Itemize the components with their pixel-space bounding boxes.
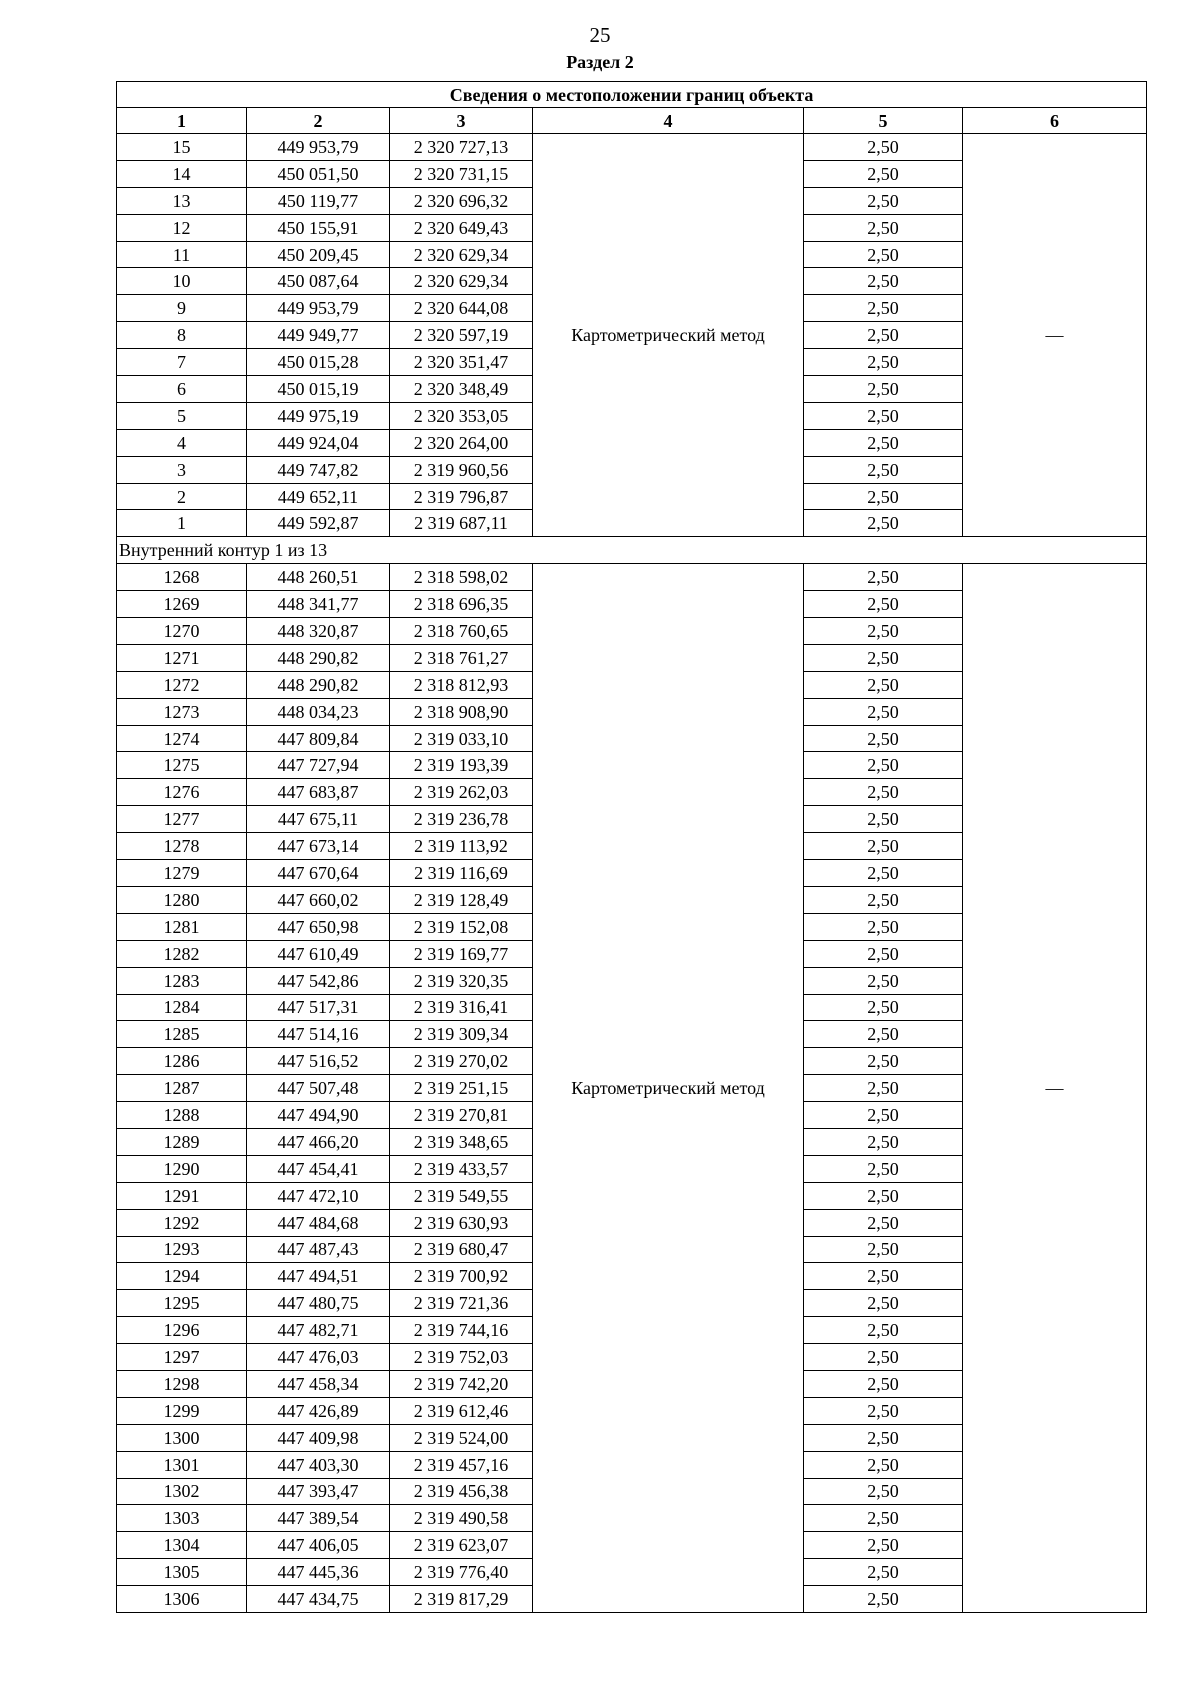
point-number-cell: 1280 [117,886,247,913]
y-coordinate-cell: 2 319 721,36 [390,1290,533,1317]
y-coordinate-cell: 2 319 612,46 [390,1397,533,1424]
accuracy-cell: 2,50 [804,1505,963,1532]
y-coordinate-cell: 2 318 696,35 [390,591,533,618]
x-coordinate-cell: 447 670,64 [247,860,390,887]
point-number-cell: 1298 [117,1370,247,1397]
column-header-row [117,108,1147,134]
y-coordinate-cell: 2 319 251,15 [390,1075,533,1102]
accuracy-cell: 2,50 [804,1532,963,1559]
point-number-cell: 3 [117,456,247,483]
point-number-cell: 1273 [117,698,247,725]
dash-cell: — [963,134,1147,537]
x-coordinate-cell: 449 949,77 [247,322,390,349]
point-number-cell: 1305 [117,1559,247,1586]
x-coordinate-cell: 447 393,47 [247,1478,390,1505]
accuracy-cell: 2,50 [804,1021,963,1048]
point-number-cell: 1268 [117,564,247,591]
x-coordinate-cell: 447 494,90 [247,1102,390,1129]
y-coordinate-cell: 2 320 264,00 [390,429,533,456]
accuracy-cell: 2,50 [804,429,963,456]
x-coordinate-cell: 448 034,23 [247,698,390,725]
y-coordinate-cell: 2 320 731,15 [390,160,533,187]
point-number-cell: 1284 [117,994,247,1021]
x-coordinate-cell: 447 675,11 [247,806,390,833]
y-coordinate-cell: 2 319 817,29 [390,1586,533,1613]
accuracy-cell: 2,50 [804,187,963,214]
y-coordinate-cell: 2 319 680,47 [390,1236,533,1263]
accuracy-cell: 2,50 [804,241,963,268]
x-coordinate-cell: 449 953,79 [247,295,390,322]
point-number-cell: 1297 [117,1344,247,1371]
x-coordinate-cell: 450 087,64 [247,268,390,295]
y-coordinate-cell: 2 320 649,43 [390,214,533,241]
x-coordinate-cell: 447 466,20 [247,1128,390,1155]
accuracy-cell: 2,50 [804,456,963,483]
x-coordinate-cell: 448 290,82 [247,671,390,698]
method-cell: Картометрический метод [533,564,804,1613]
x-coordinate-cell: 447 517,31 [247,994,390,1021]
point-number-cell: 1288 [117,1102,247,1129]
point-number-cell: 1304 [117,1532,247,1559]
y-coordinate-cell: 2 319 270,02 [390,1048,533,1075]
x-coordinate-cell: 447 516,52 [247,1048,390,1075]
x-coordinate-cell: 450 015,19 [247,376,390,403]
accuracy-cell: 2,50 [804,1128,963,1155]
x-coordinate-cell: 449 652,11 [247,483,390,510]
y-coordinate-cell: 2 319 744,16 [390,1317,533,1344]
accuracy-cell: 2,50 [804,994,963,1021]
column-header: 2 [247,108,390,134]
y-coordinate-cell: 2 318 908,90 [390,698,533,725]
y-coordinate-cell: 2 319 128,49 [390,886,533,913]
dash-cell: — [963,564,1147,1613]
y-coordinate-cell: 2 319 490,58 [390,1505,533,1532]
column-header: 6 [963,108,1147,134]
y-coordinate-cell: 2 320 353,05 [390,402,533,429]
x-coordinate-cell: 450 119,77 [247,187,390,214]
x-coordinate-cell: 448 341,77 [247,591,390,618]
boundary-coordinates-table [116,81,1147,1613]
accuracy-cell: 2,50 [804,806,963,833]
y-coordinate-cell: 2 320 727,13 [390,134,533,161]
accuracy-cell: 2,50 [804,833,963,860]
point-number-cell: 1286 [117,1048,247,1075]
point-number-cell: 4 [117,429,247,456]
y-coordinate-cell: 2 319 796,87 [390,483,533,510]
y-coordinate-cell: 2 319 700,92 [390,1263,533,1290]
y-coordinate-cell: 2 319 630,93 [390,1209,533,1236]
accuracy-cell: 2,50 [804,752,963,779]
x-coordinate-cell: 447 482,71 [247,1317,390,1344]
x-coordinate-cell: 447 610,49 [247,940,390,967]
x-coordinate-cell: 449 592,87 [247,510,390,537]
accuracy-cell: 2,50 [804,886,963,913]
point-number-cell: 5 [117,402,247,429]
x-coordinate-cell: 447 454,41 [247,1155,390,1182]
y-coordinate-cell: 2 319 433,57 [390,1155,533,1182]
contour-label-row [117,537,1147,564]
accuracy-cell: 2,50 [804,376,963,403]
point-number-cell: 7 [117,349,247,376]
accuracy-cell: 2,50 [804,483,963,510]
point-number-cell: 1281 [117,913,247,940]
column-header: 3 [390,108,533,134]
point-number-cell: 1295 [117,1290,247,1317]
y-coordinate-cell: 2 319 316,41 [390,994,533,1021]
accuracy-cell: 2,50 [804,779,963,806]
x-coordinate-cell: 447 476,03 [247,1344,390,1371]
y-coordinate-cell: 2 320 629,34 [390,241,533,268]
x-coordinate-cell: 447 487,43 [247,1236,390,1263]
y-coordinate-cell: 2 319 457,16 [390,1451,533,1478]
accuracy-cell: 2,50 [804,1559,963,1586]
y-coordinate-cell: 2 319 742,20 [390,1370,533,1397]
y-coordinate-cell: 2 319 960,56 [390,456,533,483]
accuracy-cell: 2,50 [804,214,963,241]
point-number-cell: 2 [117,483,247,510]
accuracy-cell: 2,50 [804,1290,963,1317]
y-coordinate-cell: 2 318 761,27 [390,644,533,671]
y-coordinate-cell: 2 320 348,49 [390,376,533,403]
x-coordinate-cell: 447 406,05 [247,1532,390,1559]
point-number-cell: 1283 [117,967,247,994]
column-header: 1 [117,108,247,134]
y-coordinate-cell: 2 319 262,03 [390,779,533,806]
section-title: Раздел 2 [566,52,634,72]
point-number-cell: 1294 [117,1263,247,1290]
point-number-cell: 1277 [117,806,247,833]
x-coordinate-cell: 447 403,30 [247,1451,390,1478]
y-coordinate-cell: 2 319 309,34 [390,1021,533,1048]
accuracy-cell: 2,50 [804,1344,963,1371]
accuracy-cell: 2,50 [804,1451,963,1478]
accuracy-cell: 2,50 [804,725,963,752]
point-number-cell: 1301 [117,1451,247,1478]
x-coordinate-cell: 447 434,75 [247,1586,390,1613]
y-coordinate-cell: 2 319 524,00 [390,1424,533,1451]
point-number-cell: 1293 [117,1236,247,1263]
accuracy-cell: 2,50 [804,402,963,429]
x-coordinate-cell: 449 747,82 [247,456,390,483]
point-number-cell: 1282 [117,940,247,967]
x-coordinate-cell: 447 472,10 [247,1182,390,1209]
accuracy-cell: 2,50 [804,1424,963,1451]
point-number-cell: 1296 [117,1317,247,1344]
y-coordinate-cell: 2 318 812,93 [390,671,533,698]
y-coordinate-cell: 2 319 456,38 [390,1478,533,1505]
y-coordinate-cell: 2 318 760,65 [390,618,533,645]
point-number-cell: 11 [117,241,247,268]
y-coordinate-cell: 2 319 320,35 [390,967,533,994]
accuracy-cell: 2,50 [804,1586,963,1613]
accuracy-cell: 2,50 [804,967,963,994]
accuracy-cell: 2,50 [804,349,963,376]
y-coordinate-cell: 2 319 348,65 [390,1128,533,1155]
accuracy-cell: 2,50 [804,322,963,349]
table-row [117,134,1147,161]
point-number-cell: 1303 [117,1505,247,1532]
y-coordinate-cell: 2 319 752,03 [390,1344,533,1371]
point-number-cell: 1290 [117,1155,247,1182]
accuracy-cell: 2,50 [804,134,963,161]
x-coordinate-cell: 450 155,91 [247,214,390,241]
x-coordinate-cell: 450 051,50 [247,160,390,187]
y-coordinate-cell: 2 319 152,08 [390,913,533,940]
column-header: 4 [533,108,804,134]
y-coordinate-cell: 2 320 629,34 [390,268,533,295]
accuracy-cell: 2,50 [804,644,963,671]
x-coordinate-cell: 447 727,94 [247,752,390,779]
accuracy-cell: 2,50 [804,913,963,940]
x-coordinate-cell: 447 542,86 [247,967,390,994]
x-coordinate-cell: 447 809,84 [247,725,390,752]
x-coordinate-cell: 447 480,75 [247,1290,390,1317]
column-header: 5 [804,108,963,134]
x-coordinate-cell: 447 673,14 [247,833,390,860]
accuracy-cell: 2,50 [804,1182,963,1209]
point-number-cell: 15 [117,134,247,161]
point-number-cell: 10 [117,268,247,295]
x-coordinate-cell: 447 660,02 [247,886,390,913]
accuracy-cell: 2,50 [804,1236,963,1263]
x-coordinate-cell: 447 426,89 [247,1397,390,1424]
point-number-cell: 1 [117,510,247,537]
y-coordinate-cell: 2 319 169,77 [390,940,533,967]
x-coordinate-cell: 447 650,98 [247,913,390,940]
x-coordinate-cell: 448 260,51 [247,564,390,591]
point-number-cell: 1289 [117,1128,247,1155]
accuracy-cell: 2,50 [804,1317,963,1344]
x-coordinate-cell: 447 409,98 [247,1424,390,1451]
point-number-cell: 1274 [117,725,247,752]
x-coordinate-cell: 447 458,34 [247,1370,390,1397]
accuracy-cell: 2,50 [804,860,963,887]
point-number-cell: 1300 [117,1424,247,1451]
point-number-cell: 1276 [117,779,247,806]
accuracy-cell: 2,50 [804,564,963,591]
x-coordinate-cell: 449 975,19 [247,402,390,429]
point-number-cell: 1302 [117,1478,247,1505]
accuracy-cell: 2,50 [804,1102,963,1129]
accuracy-cell: 2,50 [804,160,963,187]
x-coordinate-cell: 447 494,51 [247,1263,390,1290]
x-coordinate-cell: 447 389,54 [247,1505,390,1532]
point-number-cell: 1275 [117,752,247,779]
x-coordinate-cell: 450 209,45 [247,241,390,268]
table-row [117,564,1147,591]
method-cell: Картометрический метод [533,134,804,537]
y-coordinate-cell: 2 319 033,10 [390,725,533,752]
point-number-cell: 1271 [117,644,247,671]
point-number-cell: 13 [117,187,247,214]
point-number-cell: 1287 [117,1075,247,1102]
point-number-cell: 12 [117,214,247,241]
x-coordinate-cell: 447 514,16 [247,1021,390,1048]
x-coordinate-cell: 448 290,82 [247,644,390,671]
accuracy-cell: 2,50 [804,1155,963,1182]
point-number-cell: 1279 [117,860,247,887]
y-coordinate-cell: 2 320 597,19 [390,322,533,349]
point-number-cell: 1272 [117,671,247,698]
accuracy-cell: 2,50 [804,1263,963,1290]
point-number-cell: 1269 [117,591,247,618]
x-coordinate-cell: 448 320,87 [247,618,390,645]
accuracy-cell: 2,50 [804,268,963,295]
page-number: 25 [589,23,611,47]
point-number-cell: 1292 [117,1209,247,1236]
y-coordinate-cell: 2 319 549,55 [390,1182,533,1209]
x-coordinate-cell: 450 015,28 [247,349,390,376]
point-number-cell: 1306 [117,1586,247,1613]
accuracy-cell: 2,50 [804,1478,963,1505]
accuracy-cell: 2,50 [804,1075,963,1102]
y-coordinate-cell: 2 319 776,40 [390,1559,533,1586]
x-coordinate-cell: 447 445,36 [247,1559,390,1586]
x-coordinate-cell: 447 484,68 [247,1209,390,1236]
y-coordinate-cell: 2 319 270,81 [390,1102,533,1129]
point-number-cell: 14 [117,160,247,187]
x-coordinate-cell: 447 507,48 [247,1075,390,1102]
x-coordinate-cell: 449 924,04 [247,429,390,456]
accuracy-cell: 2,50 [804,671,963,698]
accuracy-cell: 2,50 [804,618,963,645]
point-number-cell: 1278 [117,833,247,860]
y-coordinate-cell: 2 319 116,69 [390,860,533,887]
y-coordinate-cell: 2 319 113,92 [390,833,533,860]
accuracy-cell: 2,50 [804,1370,963,1397]
accuracy-cell: 2,50 [804,1048,963,1075]
table-title: Сведения о местоположении границ объекта [117,82,1147,108]
x-coordinate-cell: 447 683,87 [247,779,390,806]
y-coordinate-cell: 2 319 193,39 [390,752,533,779]
y-coordinate-cell: 2 318 598,02 [390,564,533,591]
contour-label: Внутренний контур 1 из 13 [117,537,1147,564]
y-coordinate-cell: 2 320 644,08 [390,295,533,322]
x-coordinate-cell: 449 953,79 [247,134,390,161]
accuracy-cell: 2,50 [804,698,963,725]
y-coordinate-cell: 2 320 351,47 [390,349,533,376]
point-number-cell: 1285 [117,1021,247,1048]
accuracy-cell: 2,50 [804,510,963,537]
accuracy-cell: 2,50 [804,1397,963,1424]
y-coordinate-cell: 2 319 623,07 [390,1532,533,1559]
point-number-cell: 8 [117,322,247,349]
accuracy-cell: 2,50 [804,940,963,967]
point-number-cell: 1270 [117,618,247,645]
point-number-cell: 1299 [117,1397,247,1424]
point-number-cell: 9 [117,295,247,322]
point-number-cell: 1291 [117,1182,247,1209]
point-number-cell: 6 [117,376,247,403]
accuracy-cell: 2,50 [804,295,963,322]
y-coordinate-cell: 2 319 687,11 [390,510,533,537]
y-coordinate-cell: 2 320 696,32 [390,187,533,214]
accuracy-cell: 2,50 [804,1209,963,1236]
y-coordinate-cell: 2 319 236,78 [390,806,533,833]
accuracy-cell: 2,50 [804,591,963,618]
